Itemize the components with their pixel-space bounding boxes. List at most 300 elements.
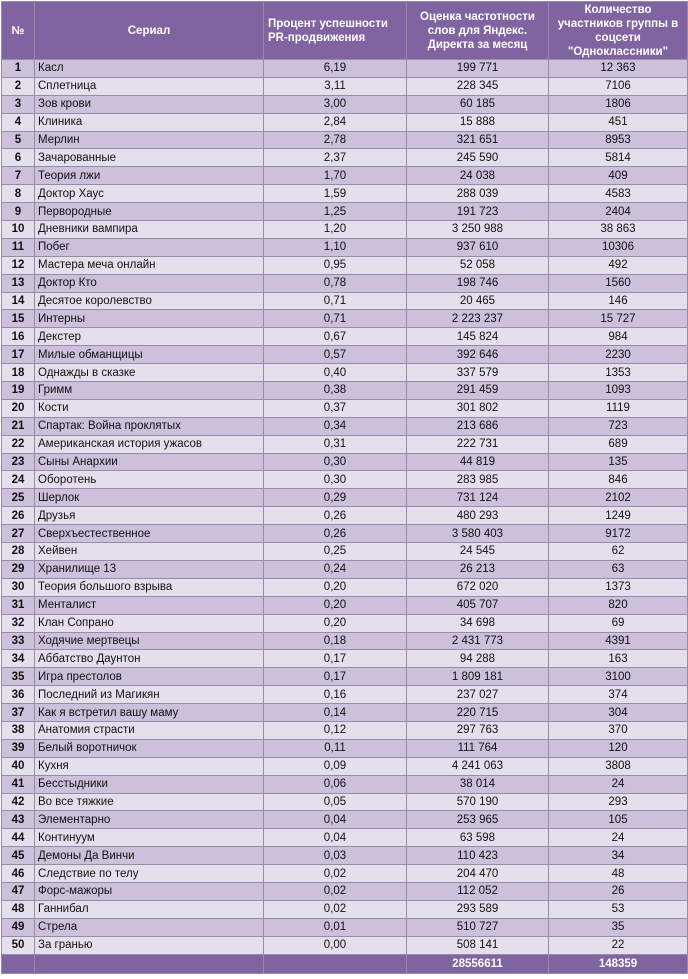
row-number-cell: 40: [2, 757, 35, 775]
header-pct: Процент успешности PR-продвижения: [264, 2, 407, 60]
table-row: [2, 757, 688, 775]
yandex-frequency-cell: 253 965: [407, 811, 549, 829]
series-name-cell: Стрела: [35, 918, 264, 936]
pr-success-cell: 1,25: [264, 203, 407, 221]
table-row: [2, 399, 688, 417]
pr-success-cell: 0,29: [264, 489, 407, 507]
pr-success-cell: 1,10: [264, 238, 407, 256]
table-row: [2, 847, 688, 865]
pr-success-cell: 0,03: [264, 847, 407, 865]
pr-success-cell: 3,11: [264, 77, 407, 95]
odnoklassniki-members-cell: 4391: [549, 632, 688, 650]
series-name-cell: Спартак: Война проклятых: [35, 417, 264, 435]
odnoklassniki-members-cell: 1249: [549, 507, 688, 525]
totals-ok-cell: 148359: [549, 954, 688, 973]
pr-success-cell: 0,04: [264, 829, 407, 847]
table-row: [2, 167, 688, 185]
series-name-cell: Друзья: [35, 507, 264, 525]
yandex-frequency-cell: 204 470: [407, 865, 549, 883]
pr-success-cell: 2,84: [264, 113, 407, 131]
table-row: [2, 113, 688, 131]
odnoklassniki-members-cell: 1373: [549, 578, 688, 596]
table-row: [2, 936, 688, 954]
odnoklassniki-members-cell: 689: [549, 435, 688, 453]
odnoklassniki-members-cell: 4583: [549, 185, 688, 203]
totals-freq-cell: 28556611: [407, 954, 549, 973]
odnoklassniki-members-cell: 8953: [549, 131, 688, 149]
yandex-frequency-cell: 2 431 773: [407, 632, 549, 650]
row-number-cell: 47: [2, 882, 35, 900]
yandex-frequency-cell: 297 763: [407, 721, 549, 739]
series-name-cell: Игра престолов: [35, 668, 264, 686]
series-name-cell: Шерлок: [35, 489, 264, 507]
row-number-cell: 26: [2, 507, 35, 525]
odnoklassniki-members-cell: 3808: [549, 757, 688, 775]
odnoklassniki-members-cell: 492: [549, 256, 688, 274]
series-name-cell: Хранилище 13: [35, 560, 264, 578]
row-number-cell: 20: [2, 399, 35, 417]
pr-success-cell: 0,30: [264, 471, 407, 489]
odnoklassniki-members-cell: 7106: [549, 77, 688, 95]
row-number-cell: 19: [2, 382, 35, 400]
odnoklassniki-members-cell: 62: [549, 543, 688, 561]
table-row: [2, 489, 688, 507]
odnoklassniki-members-cell: 135: [549, 453, 688, 471]
yandex-frequency-cell: 94 288: [407, 650, 549, 668]
pr-success-cell: 0,04: [264, 811, 407, 829]
series-name-cell: Первородные: [35, 203, 264, 221]
series-name-cell: Как я встретил вашу маму: [35, 704, 264, 722]
pr-success-cell: 1,59: [264, 185, 407, 203]
yandex-frequency-cell: 405 707: [407, 596, 549, 614]
row-number-cell: 34: [2, 650, 35, 668]
odnoklassniki-members-cell: 1806: [549, 95, 688, 113]
series-name-cell: Белый воротничок: [35, 739, 264, 757]
yandex-frequency-cell: 480 293: [407, 507, 549, 525]
yandex-frequency-cell: 220 715: [407, 704, 549, 722]
yandex-frequency-cell: 288 039: [407, 185, 549, 203]
table-row: [2, 900, 688, 918]
table-row: [2, 882, 688, 900]
yandex-frequency-cell: 237 027: [407, 686, 549, 704]
series-table: [1, 1, 688, 974]
odnoklassniki-members-cell: 24: [549, 775, 688, 793]
odnoklassniki-members-cell: 163: [549, 650, 688, 668]
table-row: [2, 578, 688, 596]
odnoklassniki-members-cell: 26: [549, 882, 688, 900]
table-row: [2, 632, 688, 650]
series-name-cell: Континуум: [35, 829, 264, 847]
pr-success-cell: 0,16: [264, 686, 407, 704]
pr-success-cell: 0,00: [264, 936, 407, 954]
pr-success-cell: 0,06: [264, 775, 407, 793]
yandex-frequency-cell: 301 802: [407, 399, 549, 417]
yandex-frequency-cell: 937 610: [407, 238, 549, 256]
yandex-frequency-cell: 44 819: [407, 453, 549, 471]
pr-success-cell: 0,95: [264, 256, 407, 274]
table-row: [2, 185, 688, 203]
row-number-cell: 11: [2, 238, 35, 256]
table-row: [2, 382, 688, 400]
pr-success-cell: 0,26: [264, 525, 407, 543]
pr-success-cell: 0,78: [264, 274, 407, 292]
pr-success-cell: 0,71: [264, 310, 407, 328]
row-number-cell: 3: [2, 95, 35, 113]
table-row: [2, 560, 688, 578]
series-name-cell: Ганнибал: [35, 900, 264, 918]
table-row: [2, 704, 688, 722]
odnoklassniki-members-cell: 48: [549, 865, 688, 883]
row-number-cell: 50: [2, 936, 35, 954]
series-name-cell: Американская история ужасов: [35, 435, 264, 453]
table-row: [2, 203, 688, 221]
yandex-frequency-cell: 199 771: [407, 60, 549, 78]
yandex-frequency-cell: 26 213: [407, 560, 549, 578]
odnoklassniki-members-cell: 451: [549, 113, 688, 131]
pr-success-cell: 0,71: [264, 292, 407, 310]
row-number-cell: 36: [2, 686, 35, 704]
odnoklassniki-members-cell: 24: [549, 829, 688, 847]
odnoklassniki-members-cell: 12 363: [549, 60, 688, 78]
series-name-cell: Теория большого взрыва: [35, 578, 264, 596]
pr-success-cell: 0,31: [264, 435, 407, 453]
series-name-cell: Кости: [35, 399, 264, 417]
series-name-cell: Клиника: [35, 113, 264, 131]
header-name: Сериал: [35, 2, 264, 60]
pr-success-cell: 0,02: [264, 882, 407, 900]
header-ok: Количество участников группы в соцсети "Одноклассники": [549, 2, 688, 60]
table-row: [2, 865, 688, 883]
row-number-cell: 23: [2, 453, 35, 471]
totals-pct-cell: [264, 954, 407, 973]
table-row: [2, 221, 688, 239]
table-row: [2, 274, 688, 292]
odnoklassniki-members-cell: 2404: [549, 203, 688, 221]
row-number-cell: 37: [2, 704, 35, 722]
header-row: [2, 2, 688, 60]
yandex-frequency-cell: 291 459: [407, 382, 549, 400]
yandex-frequency-cell: 191 723: [407, 203, 549, 221]
series-name-cell: Последний из Магикян: [35, 686, 264, 704]
series-name-cell: Кухня: [35, 757, 264, 775]
odnoklassniki-members-cell: 5814: [549, 149, 688, 167]
yandex-frequency-cell: 34 698: [407, 614, 549, 632]
odnoklassniki-members-cell: 1093: [549, 382, 688, 400]
yandex-frequency-cell: 20 465: [407, 292, 549, 310]
pr-success-cell: 0,01: [264, 918, 407, 936]
table-row: [2, 686, 688, 704]
pr-success-cell: 0,67: [264, 328, 407, 346]
totals-row: [2, 954, 688, 973]
table-row: [2, 739, 688, 757]
totals-num-cell: [2, 954, 35, 973]
table-row: [2, 346, 688, 364]
yandex-frequency-cell: 672 020: [407, 578, 549, 596]
header-freq: Оценка частотности слов для Яндекс. Директа за месяц: [407, 2, 549, 60]
table-row: [2, 149, 688, 167]
series-name-cell: Следствие по телу: [35, 865, 264, 883]
yandex-frequency-cell: 145 824: [407, 328, 549, 346]
odnoklassniki-members-cell: 10306: [549, 238, 688, 256]
table-row: [2, 793, 688, 811]
yandex-frequency-cell: 111 764: [407, 739, 549, 757]
pr-success-cell: 0,24: [264, 560, 407, 578]
odnoklassniki-members-cell: 53: [549, 900, 688, 918]
odnoklassniki-members-cell: 34: [549, 847, 688, 865]
row-number-cell: 31: [2, 596, 35, 614]
odnoklassniki-members-cell: 820: [549, 596, 688, 614]
odnoklassniki-members-cell: 1353: [549, 364, 688, 382]
series-name-cell: Клан Сопрано: [35, 614, 264, 632]
pr-success-cell: 0,37: [264, 399, 407, 417]
table-row: [2, 525, 688, 543]
series-name-cell: Менталист: [35, 596, 264, 614]
totals-name-cell: [35, 954, 264, 973]
yandex-frequency-cell: 213 686: [407, 417, 549, 435]
pr-success-cell: 6,19: [264, 60, 407, 78]
series-name-cell: За гранью: [35, 936, 264, 954]
yandex-frequency-cell: 508 141: [407, 936, 549, 954]
yandex-frequency-cell: 510 727: [407, 918, 549, 936]
odnoklassniki-members-cell: 63: [549, 560, 688, 578]
table-row: [2, 811, 688, 829]
pr-success-cell: 0,34: [264, 417, 407, 435]
series-name-cell: Мастера меча онлайн: [35, 256, 264, 274]
pr-success-cell: 0,14: [264, 704, 407, 722]
odnoklassniki-members-cell: 2230: [549, 346, 688, 364]
odnoklassniki-members-cell: 15 727: [549, 310, 688, 328]
pr-success-cell: 0,17: [264, 650, 407, 668]
table-row: [2, 364, 688, 382]
yandex-frequency-cell: 222 731: [407, 435, 549, 453]
series-name-cell: Десятое королевство: [35, 292, 264, 310]
row-number-cell: 12: [2, 256, 35, 274]
series-name-cell: Бесстыдники: [35, 775, 264, 793]
odnoklassniki-members-cell: 304: [549, 704, 688, 722]
yandex-frequency-cell: 293 589: [407, 900, 549, 918]
series-name-cell: Касл: [35, 60, 264, 78]
pr-success-cell: 2,37: [264, 149, 407, 167]
table-row: [2, 77, 688, 95]
series-name-cell: Сплетница: [35, 77, 264, 95]
table-row: [2, 292, 688, 310]
pr-success-cell: 0,57: [264, 346, 407, 364]
table-row: [2, 310, 688, 328]
row-number-cell: 33: [2, 632, 35, 650]
table-row: [2, 543, 688, 561]
series-name-cell: Хейвен: [35, 543, 264, 561]
series-name-cell: Сыны Анархии: [35, 453, 264, 471]
pr-success-cell: 0,25: [264, 543, 407, 561]
pr-success-cell: 2,78: [264, 131, 407, 149]
series-name-cell: Однажды в сказке: [35, 364, 264, 382]
odnoklassniki-members-cell: 409: [549, 167, 688, 185]
pr-success-cell: 0,09: [264, 757, 407, 775]
series-name-cell: Сверхъестественное: [35, 525, 264, 543]
row-number-cell: 16: [2, 328, 35, 346]
odnoklassniki-members-cell: 69: [549, 614, 688, 632]
pr-success-cell: 1,70: [264, 167, 407, 185]
pr-success-cell: 0,05: [264, 793, 407, 811]
row-number-cell: 17: [2, 346, 35, 364]
odnoklassniki-members-cell: 38 863: [549, 221, 688, 239]
table-row: [2, 256, 688, 274]
yandex-frequency-cell: 1 809 181: [407, 668, 549, 686]
row-number-cell: 41: [2, 775, 35, 793]
pr-success-cell: 3,00: [264, 95, 407, 113]
yandex-frequency-cell: 321 651: [407, 131, 549, 149]
yandex-frequency-cell: 38 014: [407, 775, 549, 793]
series-name-cell: Демоны Да Винчи: [35, 847, 264, 865]
row-number-cell: 49: [2, 918, 35, 936]
odnoklassniki-members-cell: 1119: [549, 399, 688, 417]
pr-success-cell: 0,40: [264, 364, 407, 382]
yandex-frequency-cell: 52 058: [407, 256, 549, 274]
series-name-cell: Дневники вампира: [35, 221, 264, 239]
series-name-cell: Побег: [35, 238, 264, 256]
table-row: [2, 328, 688, 346]
row-number-cell: 9: [2, 203, 35, 221]
row-number-cell: 39: [2, 739, 35, 757]
yandex-frequency-cell: 198 746: [407, 274, 549, 292]
odnoklassniki-members-cell: 2102: [549, 489, 688, 507]
series-name-cell: Интерны: [35, 310, 264, 328]
odnoklassniki-members-cell: 105: [549, 811, 688, 829]
table-row: [2, 238, 688, 256]
yandex-frequency-cell: 3 580 403: [407, 525, 549, 543]
row-number-cell: 25: [2, 489, 35, 507]
table-row: [2, 507, 688, 525]
row-number-cell: 15: [2, 310, 35, 328]
odnoklassniki-members-cell: 35: [549, 918, 688, 936]
pr-success-cell: 0,20: [264, 614, 407, 632]
table-row: [2, 60, 688, 78]
pr-success-cell: 0,30: [264, 453, 407, 471]
pr-success-cell: 0,11: [264, 739, 407, 757]
yandex-frequency-cell: 63 598: [407, 829, 549, 847]
series-name-cell: Милые обманщицы: [35, 346, 264, 364]
series-name-cell: Декстер: [35, 328, 264, 346]
table-row: [2, 918, 688, 936]
yandex-frequency-cell: 24 038: [407, 167, 549, 185]
pr-success-cell: 0,38: [264, 382, 407, 400]
yandex-frequency-cell: 570 190: [407, 793, 549, 811]
table-body: [2, 60, 688, 955]
series-name-cell: Элементарно: [35, 811, 264, 829]
odnoklassniki-members-cell: 374: [549, 686, 688, 704]
yandex-frequency-cell: 60 185: [407, 95, 549, 113]
table-row: [2, 131, 688, 149]
series-name-cell: Гримм: [35, 382, 264, 400]
row-number-cell: 13: [2, 274, 35, 292]
yandex-frequency-cell: 112 052: [407, 882, 549, 900]
row-number-cell: 2: [2, 77, 35, 95]
odnoklassniki-members-cell: 22: [549, 936, 688, 954]
table-row: [2, 721, 688, 739]
yandex-frequency-cell: 245 590: [407, 149, 549, 167]
table-row: [2, 775, 688, 793]
table-row: [2, 417, 688, 435]
series-name-cell: Ходячие мертвецы: [35, 632, 264, 650]
row-number-cell: 28: [2, 543, 35, 561]
pr-success-cell: 0,20: [264, 596, 407, 614]
row-number-cell: 8: [2, 185, 35, 203]
series-name-cell: Мерлин: [35, 131, 264, 149]
odnoklassniki-members-cell: 723: [549, 417, 688, 435]
yandex-frequency-cell: 2 223 237: [407, 310, 549, 328]
series-name-cell: Аббатство Даунтон: [35, 650, 264, 668]
yandex-frequency-cell: 3 250 988: [407, 221, 549, 239]
row-number-cell: 48: [2, 900, 35, 918]
series-name-cell: Анатомия страсти: [35, 721, 264, 739]
series-name-cell: Зачарованные: [35, 149, 264, 167]
row-number-cell: 24: [2, 471, 35, 489]
row-number-cell: 32: [2, 614, 35, 632]
odnoklassniki-members-cell: 9172: [549, 525, 688, 543]
row-number-cell: 22: [2, 435, 35, 453]
yandex-frequency-cell: 731 124: [407, 489, 549, 507]
pr-success-cell: 0,26: [264, 507, 407, 525]
row-number-cell: 35: [2, 668, 35, 686]
row-number-cell: 6: [2, 149, 35, 167]
row-number-cell: 30: [2, 578, 35, 596]
yandex-frequency-cell: 392 646: [407, 346, 549, 364]
series-name-cell: Теория лжи: [35, 167, 264, 185]
odnoklassniki-members-cell: 984: [549, 328, 688, 346]
table-row: [2, 668, 688, 686]
row-number-cell: 29: [2, 560, 35, 578]
row-number-cell: 21: [2, 417, 35, 435]
odnoklassniki-members-cell: 146: [549, 292, 688, 310]
odnoklassniki-members-cell: 120: [549, 739, 688, 757]
series-name-cell: Форс-мажоры: [35, 882, 264, 900]
yandex-frequency-cell: 283 985: [407, 471, 549, 489]
yandex-frequency-cell: 110 423: [407, 847, 549, 865]
series-name-cell: Доктор Кто: [35, 274, 264, 292]
row-number-cell: 5: [2, 131, 35, 149]
row-number-cell: 10: [2, 221, 35, 239]
yandex-frequency-cell: 4 241 063: [407, 757, 549, 775]
pr-success-cell: 0,20: [264, 578, 407, 596]
table-row: [2, 614, 688, 632]
yandex-frequency-cell: 228 345: [407, 77, 549, 95]
odnoklassniki-members-cell: 846: [549, 471, 688, 489]
table-row: [2, 650, 688, 668]
table-row: [2, 829, 688, 847]
table-row: [2, 453, 688, 471]
row-number-cell: 46: [2, 865, 35, 883]
pr-success-cell: 0,12: [264, 721, 407, 739]
series-name-cell: Оборотень: [35, 471, 264, 489]
row-number-cell: 38: [2, 721, 35, 739]
row-number-cell: 44: [2, 829, 35, 847]
pr-success-cell: 0,02: [264, 900, 407, 918]
pr-success-cell: 1,20: [264, 221, 407, 239]
series-name-cell: Доктор Хаус: [35, 185, 264, 203]
pr-success-cell: 0,17: [264, 668, 407, 686]
row-number-cell: 43: [2, 811, 35, 829]
row-number-cell: 27: [2, 525, 35, 543]
row-number-cell: 42: [2, 793, 35, 811]
pr-success-cell: 0,18: [264, 632, 407, 650]
odnoklassniki-members-cell: 1560: [549, 274, 688, 292]
yandex-frequency-cell: 24 545: [407, 543, 549, 561]
series-name-cell: Во все тяжкие: [35, 793, 264, 811]
row-number-cell: 7: [2, 167, 35, 185]
table-row: [2, 435, 688, 453]
pr-success-cell: 0,02: [264, 865, 407, 883]
odnoklassniki-members-cell: 3100: [549, 668, 688, 686]
